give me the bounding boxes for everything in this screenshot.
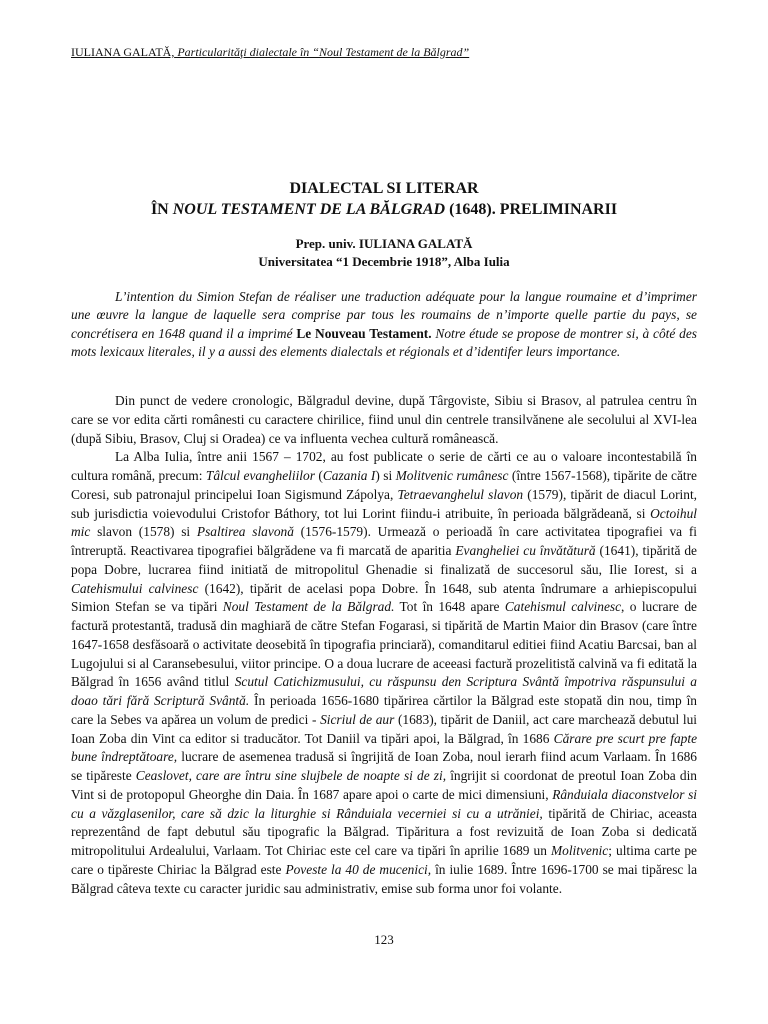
abstract-text-2: Notre étude se propose de montrer si, à côté des mots lexicaux literales, il y a aussi des elements dialectals et régionals et d’identifer leurs importance. [71, 325, 697, 360]
italic-title-run: Octoihul mic [71, 505, 697, 540]
italic-title-run: Evangheliei cu învătătură [455, 543, 596, 558]
italic-title-run: Sicriul de aur [320, 711, 395, 727]
text-run: slavon (1578) si [90, 524, 197, 540]
text-run: (1683), tipărit de Daniil, act care marchează debutul lui Ioan Zoba din Vint ca editor si traducător. Tot Daniil va tipări apoi, la Bălgrad, în 1686 [71, 711, 697, 746]
text-run: (1641), tipărită de popa Dobre, lucrarea fiind initiată de mitropolitul Ghenadie si finalizată de succesorul său, Ilie Iorest, si a [71, 543, 697, 577]
title-prefix: ÎN [150, 201, 173, 218]
italic-title-run: Poveste la 40 de mucenici, [285, 861, 432, 877]
text-run: (1576-1579). Urmează o perioadă în care activitatea tipografiei va fi întreruptă. Reactivarea tipografiei bălgrădene va fi marcată de aparitia [71, 524, 698, 558]
page-number: 123 [374, 932, 394, 947]
body-text [71, 392, 697, 898]
text-run: Tot în 1648 apare [394, 599, 505, 615]
italic-title-run: Tâlcul evangheliilor [205, 468, 315, 483]
paragraph-1: Din punct de vedere cronologic, Bălgradul devine, după Târgoviste, Sibiu si Brasov, al patrulea centru în care se vor edita cărti românesti cu caractere chirilice, fiind unul din centrele transilvănene ale secolului al XVI-lea (după Sibiu, Brasov, Cluj si Oradea) ce va influenta vechea cultură românească. [71, 393, 697, 446]
italic-title-run: Catehismul calvinesc [504, 599, 622, 615]
text-run: (1579), tipărit de diacul Lorint, sub jurisdictia voievodului Cristofor Báthory, tot lui Lorint fiindu-i atribuite, în perioada bălgrădeană, si [71, 486, 698, 521]
italic-title-run: Rânduiala diaconstvelor si cu a văzglasenilor, care să dzic la liturghie si Rânduiala vecerniei si cu a utrăniei, [71, 786, 697, 821]
italic-title-run: Ceaslovet, care are întru sine slujbele de noapte si de zi, [135, 768, 447, 783]
text-run: (între 1567-1568), tipărite de către Coresi, sub patronajul principelui Ioan Sigismund Zápolya, [71, 468, 698, 502]
italic-title-run: Psaltirea slavonă [196, 524, 294, 540]
article-title-line1: DIALECTAL SI LITERAR [289, 180, 479, 197]
author-name: Prep. univ. IULIANA GALATĂ [295, 236, 473, 251]
italic-title-run: Cărare pre scurt pre fapte bune îndreptătoare, [71, 730, 698, 765]
text-run: , o lucrare de factură protestantă, tradusă din maghiară de către Stefan Fogarasi, si tipărită de Martin Maior din Brasov (care între 1647-1658 desfăsoară o activitate deosebită în tipografia princiară), comanditarul editiei fiind Acatiu Barcsai, ban al Lugojului si al Caransebesului, viitor principe. O a doua lucrare de aceeasi factură prozelitistă calvină va fi editată la Bălgrad în 1656 având titlul [71, 599, 697, 690]
abstract-text-1: L’intention du Simion Stefan de réaliser une traduction adéquate pour la langue roumaine et d’imprimer une œuvre la langue de laquelle sera comprise par tous les roumains de n’importe quelle partie du pays, se concrétisera en 1648 quand il a imprimé [71, 289, 697, 341]
text-run: (1642), tipărit de acelasi popa Dobre. În 1648, sub atenta îndrumare a arhiepiscopului Simion Stefan se va tipări [71, 580, 697, 615]
italic-title-run: Molitvenic rumânesc [395, 468, 509, 483]
text-run: îngrijit si coordonat de preotul Ioan Zoba din Vint si de protopopul Gheorghe din Daia. În 1687 apare apoi o carte de mici dimensiuni, [71, 768, 697, 802]
article-title-line2 [71, 199, 697, 220]
article-title [71, 178, 697, 220]
italic-title-run: Tetraevanghelul slavon [397, 486, 524, 502]
abstract [71, 288, 697, 362]
italic-title-run: Catehismului calvinesc [71, 580, 199, 596]
text-run: ; ultima carte pe care o tipăreste Chiriac la Bălgrad este [71, 843, 697, 877]
title-italic: NOUL TESTAMENT DE LA BĂLGRAD [172, 201, 446, 218]
text-run: În perioada 1656-1680 tipărirea cărtilor la Bălgrad este stopată din nou, timp în care la Sebes va apărea un volum de predici - [71, 693, 697, 727]
italic-title-run: Cazania I [322, 468, 376, 483]
text-run: ) si [375, 468, 396, 483]
text-run: ( [314, 468, 323, 483]
abstract-bold: Le Nouveau Testament. [296, 325, 432, 341]
running-header [71, 45, 701, 59]
italic-title-run: Noul Testament de la Bălgrad. [222, 599, 395, 615]
text-run: La Alba Iulia, între anii 1567 – 1702, au fost publicate o serie de cărti ce au o valoare incontestabilă în cultura română, precum: [71, 449, 697, 483]
italic-title-run: Molitvenic [550, 843, 609, 858]
italic-title-run: Scutul Catichizmusului, cu răspunsu den Scriptura Svântă împotriva răspunsului a doao tări fără Scriptură Svântă. [71, 674, 698, 708]
title-suffix: (1648). PRELIMINARII [445, 201, 618, 218]
text-run: lucrare de asemenea tradusă si îngrijită de Ioan Zoba, noul ierarh fiind acum Varlaam. În 1686 se tipăreste [71, 749, 697, 783]
running-header-title: Particularităţi dialectale în “Noul Testament de la Bălgrad” [174, 45, 470, 59]
paragraph-2 [71, 448, 697, 898]
author-affiliation: Universitatea “1 Decembrie 1918”, Alba Iulia [258, 254, 510, 269]
text-run: tipărită de Chiriac, aceasta reprezentând de fapt debutul său tipografic la Bălgrad. Tipăritura a fost revizuită de Ioan Zoba si dedicată mitropolitului Ardealului, Varlaam. Tot Chiriac este cel care va tipări în aprilie 1689 un [71, 805, 697, 858]
running-header-author: IULIANA GALATĂ, [71, 45, 175, 59]
text-run: în iulie 1689. Între 1696-1700 se mai tipăresc la Bălgrad câteva texte cu caracter juridic sau administrativ, emise sub forma unor foi volante. [71, 861, 698, 896]
author-block [71, 235, 697, 271]
